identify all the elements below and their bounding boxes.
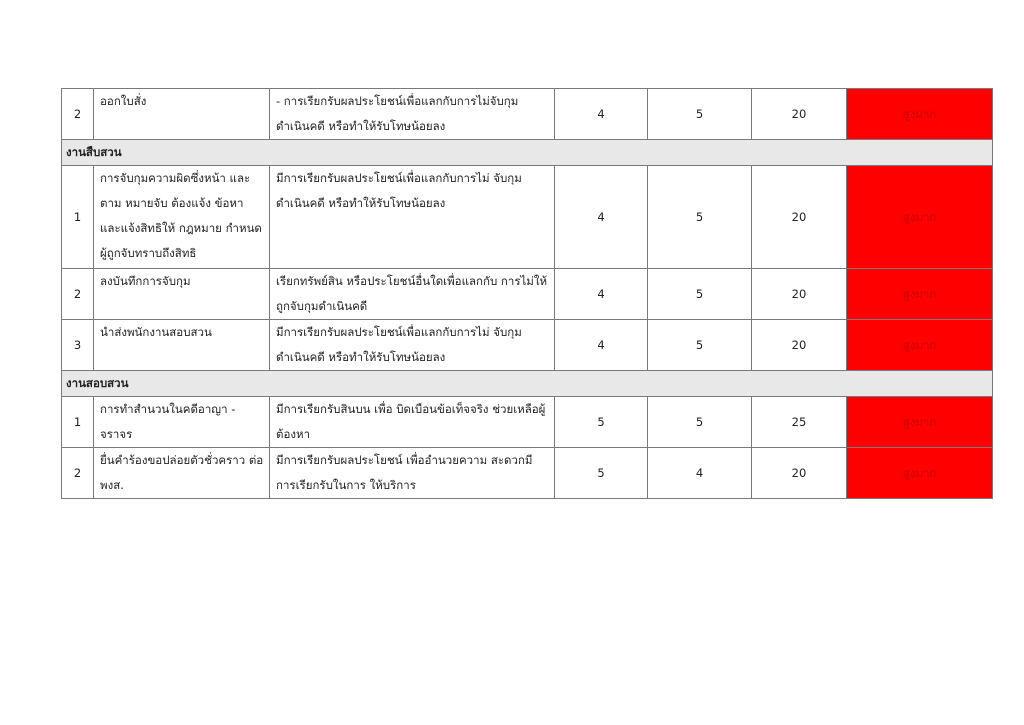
table-row	[62, 166, 993, 269]
process-step: การทำสำนวนในคดีอาญา - จราจร	[94, 397, 270, 448]
row-number: 2	[62, 89, 94, 140]
impact-value: 5	[648, 89, 752, 140]
likelihood-value: 5	[555, 448, 648, 499]
likelihood-value: 4	[555, 320, 648, 371]
section-title: งานสอบสวน	[62, 371, 993, 397]
process-step: ลงบันทึกการจับกุม	[94, 269, 270, 320]
risk-description: เรียกทรัพย์สิน หรือประโยชน์อื่นใดเพื่อแลกกับ การไม่ให้ถูกจับกุมดำเนินคดี	[270, 269, 555, 320]
row-number: 1	[62, 166, 94, 269]
table-row	[62, 320, 993, 371]
risk-level-badge: สูงมาก	[847, 320, 993, 371]
table-row	[62, 397, 993, 448]
table-row	[62, 89, 993, 140]
impact-value: 5	[648, 269, 752, 320]
risk-score: 20	[752, 269, 847, 320]
likelihood-value: 5	[555, 397, 648, 448]
impact-value: 5	[648, 397, 752, 448]
risk-level-badge: สูงมาก	[847, 89, 993, 140]
risk-description: - การเรียกรับผลประโยชน์เพื่อแลกกับการไม่จับกุม ดำเนินคดี หรือทำให้รับโทษน้อยลง	[270, 89, 555, 140]
risk-score: 20	[752, 166, 847, 269]
risk-description: มีการเรียกรับผลประโยชน์ เพื่ออำนวยความ สะดวกมี การเรียกรับในการ ให้บริการ	[270, 448, 555, 499]
likelihood-value: 4	[555, 269, 648, 320]
row-number: 1	[62, 397, 94, 448]
process-step: ยื่นคำร้องขอปล่อยตัวชั่วคราว ต่อพงส.	[94, 448, 270, 499]
section-title: งานสืบสวน	[62, 140, 993, 166]
row-number: 2	[62, 269, 94, 320]
risk-level-badge: สูงมาก	[847, 448, 993, 499]
likelihood-value: 4	[555, 89, 648, 140]
process-step: การจับกุมความผิดซึ่งหน้า และ ตาม หมายจับ ต้องแจ้ง ข้อหา และแจ้งสิทธิให้ กฎหมาย กำหนด ผู้ถูกจับทราบถึงสิทธิ	[94, 166, 270, 269]
process-step: ออกใบสั่ง	[94, 89, 270, 140]
risk-level-badge: สูงมาก	[847, 166, 993, 269]
risk-level-badge: สูงมาก	[847, 269, 993, 320]
risk-assessment-table	[61, 88, 993, 499]
impact-value: 5	[648, 166, 752, 269]
table-row	[62, 269, 993, 320]
risk-level-badge: สูงมาก	[847, 397, 993, 448]
section-header	[62, 140, 993, 166]
process-step: นำส่งพนักงานสอบสวน	[94, 320, 270, 371]
impact-value: 4	[648, 448, 752, 499]
risk-score: 25	[752, 397, 847, 448]
risk-score: 20	[752, 320, 847, 371]
risk-description: มีการเรียกรับสินบน เพื่อ บิดเบือนข้อเท็จจริง ช่วยเหลือผู้ต้องหา	[270, 397, 555, 448]
table-row	[62, 448, 993, 499]
impact-value: 5	[648, 320, 752, 371]
row-number: 3	[62, 320, 94, 371]
likelihood-value: 4	[555, 166, 648, 269]
risk-score: 20	[752, 89, 847, 140]
risk-score: 20	[752, 448, 847, 499]
risk-description: มีการเรียกรับผลประโยชน์เพื่อแลกกับการไม่ จับกุมดำเนินคดี หรือทำให้รับโทษน้อยลง	[270, 320, 555, 371]
row-number: 2	[62, 448, 94, 499]
risk-description: มีการเรียกรับผลประโยชน์เพื่อแลกกับการไม่ จับกุมดำเนินคดี หรือทำให้รับโทษน้อยลง	[270, 166, 555, 269]
section-header	[62, 371, 993, 397]
